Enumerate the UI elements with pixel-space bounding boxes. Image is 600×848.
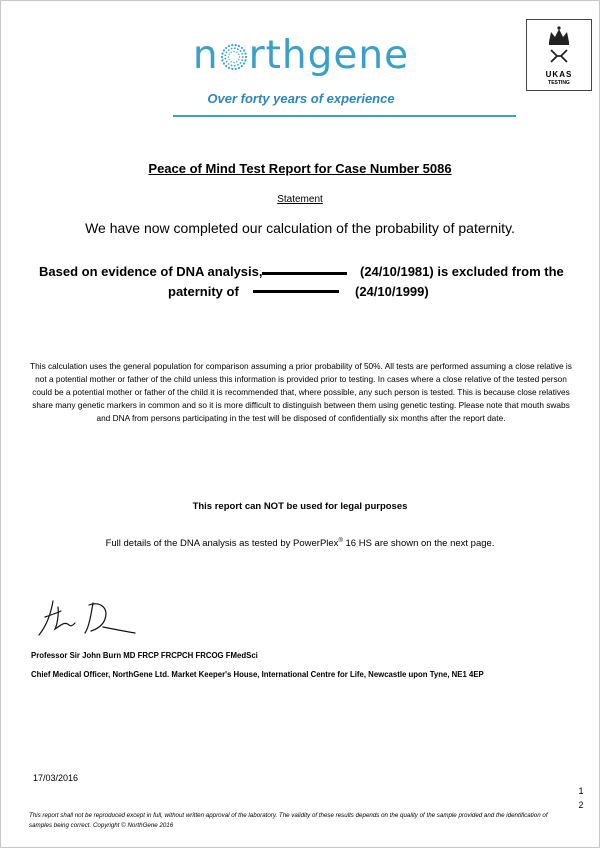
tagline: Over forty years of experience — [207, 91, 395, 106]
analysis-details-note — [1, 538, 599, 549]
report-date: 17/03/2016 — [33, 773, 79, 783]
page-current: 1 — [578, 786, 584, 796]
ukas-label: UKAS — [545, 70, 573, 79]
legal-notice: This report can NOT be used for legal purposes — [192, 501, 408, 512]
redacted-name-1 — [262, 272, 347, 275]
redacted-name-2 — [253, 290, 339, 293]
finding-line1-start: Based on evidence of DNA analysis, — [39, 264, 263, 279]
section-label: Statement — [277, 194, 323, 205]
finding-line1-end: (24/10/1981) is excluded from the — [360, 264, 564, 279]
completion-statement: We have now completed our calculation of the probability of paternity. — [85, 220, 515, 236]
logo-text-prefix: n — [192, 33, 219, 78]
finding-line2-end: (24/10/1999) — [355, 284, 429, 299]
details-text-end: 16 HS are shown on the next page. — [342, 538, 495, 550]
signatory-name: Professor Sir John Burn MD FRCP FRCPCH FRCOG FMedSci — [31, 651, 258, 660]
report-title: Peace of Mind Test Report for Case Number 5086 — [148, 161, 452, 176]
ukas-accreditation-badge — [526, 19, 592, 91]
logo-text-suffix: rthgene — [248, 33, 410, 78]
ukas-sublabel: TESTING — [548, 80, 570, 86]
details-text-start: Full details of the DNA analysis as tested by PowerPlex — [105, 538, 339, 550]
page-numbers — [575, 784, 587, 812]
footer-notice: This report shall not be reproduced except in full, without written approval of the laboratory. The validity of these results depends on the quality of the sample provided and the identification of samples being correct. Copyright © NorthGene 2016 — [29, 812, 548, 829]
northgene-logo — [151, 33, 451, 79]
handwritten-signature — [31, 595, 151, 645]
signatory-role: Chief Medical Officer, NorthGene Ltd. Market Keeper's House, International Centre for Life, Newcastle upon Tyne, NE1 4EP — [31, 670, 484, 679]
finding-line2-start: paternity of — [168, 284, 239, 299]
methodology-disclaimer: This calculation uses the general population for comparison assuming a prior probability of 50%. All tests are performed assuming a close relative is not a potential mother or father of the child unless this information is provided prior to testing. In cases where a close relative of the tested person could be a potential mother or father of the child it is recommended that, where possible, any such person is tested. This is because close relatives share many genetic markers in common and so it is more difficult to distinguish between them using genetic testing. Please note that mouth swabs and DNA from persons participating in the test will be disposed of confidentially six months after the report date. — [30, 361, 572, 423]
logo-dotted-o-icon — [220, 36, 248, 64]
crown-icon — [527, 20, 591, 70]
page-total: 2 — [578, 800, 584, 810]
registered-mark: ® — [338, 538, 343, 544]
header-divider — [173, 115, 516, 117]
